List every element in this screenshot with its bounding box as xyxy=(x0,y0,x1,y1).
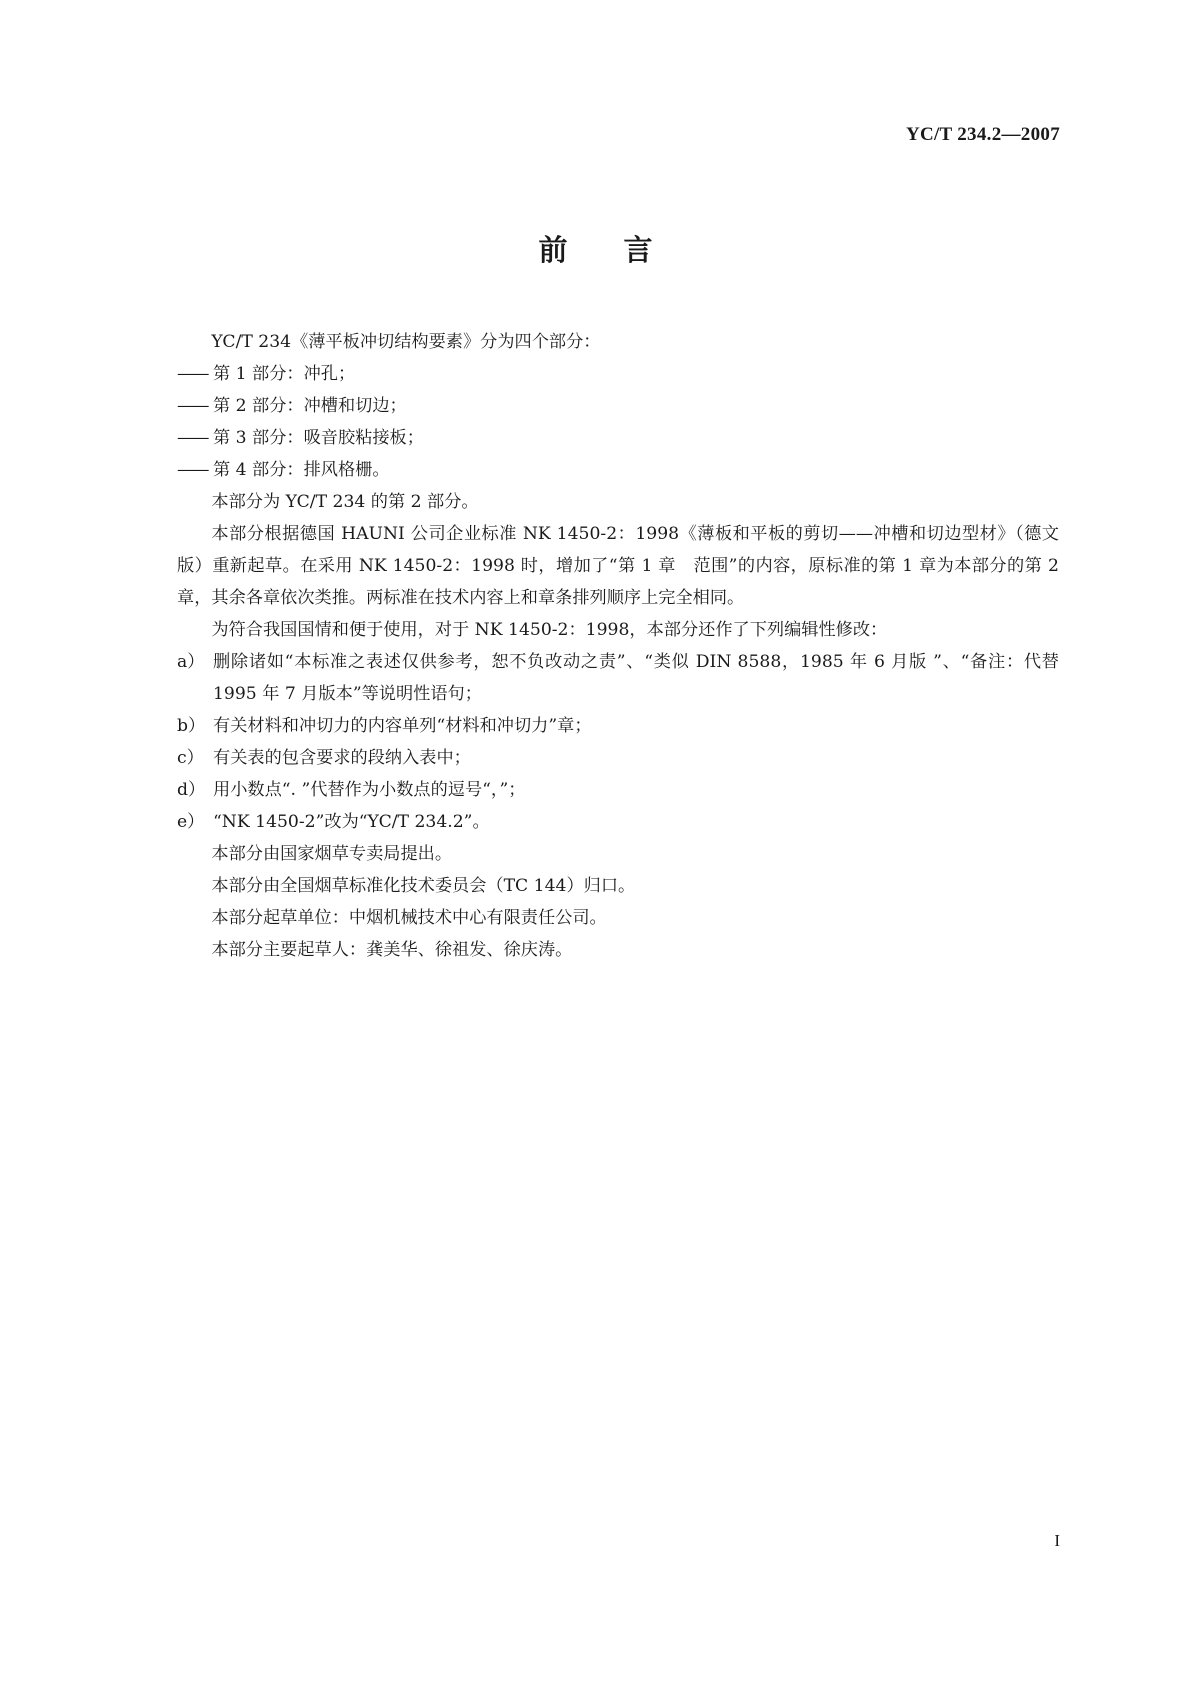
item-marker: e） xyxy=(177,812,205,832)
origin-paragraph: 本部分根据德国 HAUNI 公司企业标准 NK 1450-2：1998《薄板和平板的剪切——冲槽和切边型材》（德文版）重新起草。在采用 NK 1450-2：1998 时，增加了“第 1 章 范围”的内容，原标准的第 1 章为本部分的第 2 章，其余各章依次类推。两标准在技术内容上和章条排列顺序上完全相同。 xyxy=(177,524,1059,608)
item-text: 删除诸如“本标准之表述仅供参考，恕不负改动之责”、“类似 DIN 8588，1985 年 6 月版 ”、“备注：代替 1995 年 7 月版本”等说明性语句； xyxy=(213,652,1059,704)
item-marker: d） xyxy=(177,780,206,800)
standard-code: YC/T 234.2—2007 xyxy=(905,124,1060,145)
part-text: 第 4 部分：排风格栅。 xyxy=(213,460,390,480)
modification-item xyxy=(177,806,1059,838)
proposer-paragraph: 本部分由国家烟草专卖局提出。 xyxy=(211,844,453,864)
dash-marker: —— xyxy=(177,396,208,416)
modification-item xyxy=(177,646,1059,710)
item-text: 用小数点“. ”代替作为小数点的逗号“，”； xyxy=(213,780,526,800)
page-title: 前言 xyxy=(538,233,709,267)
dash-marker: —— xyxy=(177,364,208,384)
part-list-item xyxy=(177,390,1059,422)
scope-paragraph: 本部分为 YC/T 234 的第 2 部分。 xyxy=(211,492,479,512)
item-text: “NK 1450-2”改为“YC/T 234.2”。 xyxy=(213,812,490,832)
modification-item xyxy=(177,710,1059,742)
part-text: 第 3 部分：吸音胶粘接板； xyxy=(213,428,424,448)
item-text: 有关表的包含要求的段纳入表中； xyxy=(213,748,471,768)
item-marker: b） xyxy=(177,716,206,736)
foreword-body xyxy=(177,326,1059,966)
part-list-item xyxy=(177,358,1059,390)
modification-item xyxy=(177,774,1059,806)
modifications-intro-paragraph: 为符合我国国情和便于使用，对于 NK 1450-2：1998，本部分还作了下列编辑性修改： xyxy=(211,620,888,640)
page-number: I xyxy=(1054,1531,1060,1550)
dash-marker: —— xyxy=(177,428,208,448)
part-list-item xyxy=(177,422,1059,454)
item-text: 有关材料和冲切力的内容单列“材料和冲切力”章； xyxy=(213,716,592,736)
part-text: 第 1 部分：冲孔； xyxy=(213,364,356,384)
drafters-paragraph: 本部分主要起草人：龚美华、徐祖发、徐庆涛。 xyxy=(211,940,573,960)
committee-paragraph: 本部分由全国烟草标准化技术委员会（TC 144）归口。 xyxy=(211,876,636,896)
intro-paragraph: YC/T 234《薄平板冲切结构要素》分为四个部分： xyxy=(211,332,601,352)
drafting-unit-paragraph: 本部分起草单位：中烟机械技术中心有限责任公司。 xyxy=(211,908,607,928)
part-text: 第 2 部分：冲槽和切边； xyxy=(213,396,407,416)
part-list-item xyxy=(177,454,1059,486)
modification-item xyxy=(177,742,1059,774)
item-marker: a） xyxy=(177,652,205,672)
dash-marker: —— xyxy=(177,460,208,480)
item-marker: c） xyxy=(177,748,204,768)
